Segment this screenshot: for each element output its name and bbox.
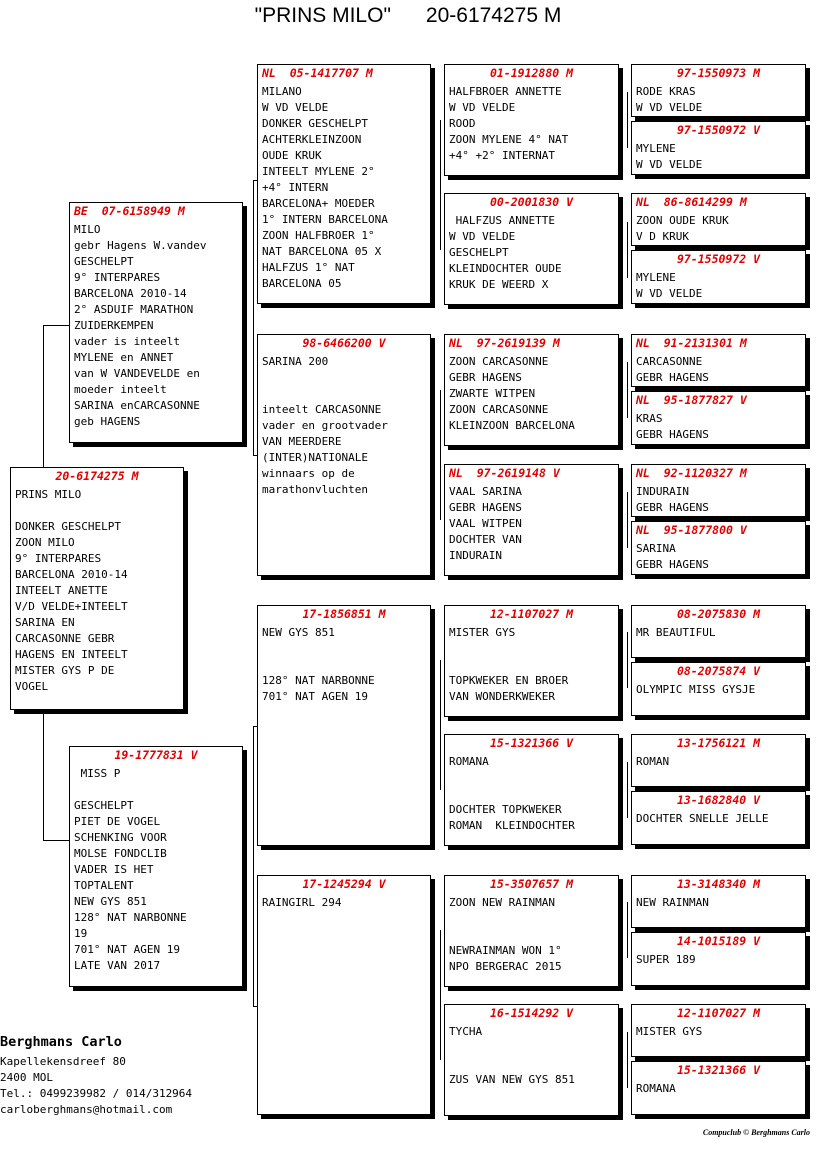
ring-number: 98-6466200 V — [302, 336, 386, 350]
connector-line — [440, 660, 441, 790]
pedigree-card-sire-sire[interactable] — [257, 64, 431, 304]
ring-number: 97-1550972 V — [676, 123, 761, 137]
card-text: NEW GYS 851 128° NAT NARBONNE 701° NAT AGEN 19 — [262, 626, 375, 703]
pedigree-card-g4[interactable] — [631, 875, 806, 928]
pedigree-card-g4[interactable] — [631, 1004, 806, 1057]
pedigree-card-g4[interactable] — [631, 932, 806, 986]
ring-number: 16-1514292 V — [489, 1006, 574, 1020]
ring-number: 12-1107027 M — [489, 607, 574, 621]
connector-line — [627, 902, 628, 958]
page-title: "PRINS MILO" 20-6174275 M — [254, 4, 562, 27]
footer-credit: Compuclub © Berghmans Carlo — [702, 1128, 810, 1137]
pedigree-card-g4[interactable] — [631, 64, 806, 117]
connector-line — [43, 325, 71, 326]
card-text: HALFBROER ANNETTE W VD VELDE ROOD ZOON MYLENE 4° NAT +4° +2° INTERNAT — [449, 85, 569, 162]
pedigree-card-dam[interactable] — [69, 746, 243, 987]
connector-line — [627, 762, 628, 818]
card-text: ROMANA DOCHTER TOPKWEKER ROMAN KLEINDOCHTER — [449, 755, 575, 832]
pedigree-card-g4[interactable] — [631, 250, 806, 304]
card-text: RODE KRAS W VD VELDE — [636, 85, 703, 114]
card-text: DOCHTER SNELLE JELLE — [636, 812, 769, 825]
card-text: ZOON CARCASONNE GEBR HAGENS ZWARTE WITPEN ZOON CARCASONNE KLEINZOON BARCELONA — [449, 355, 575, 432]
pedigree-card-g3[interactable] — [444, 875, 619, 987]
ring-number: NL 95-1877800 V — [636, 523, 747, 537]
connector-line — [440, 930, 441, 1060]
connector-line — [627, 1032, 628, 1088]
card-text: PRINS MILO DONKER GESCHELPT ZOON MILO 9° INTERPARES BARCELONA 2010-14 INTEELT ANETTE V/D VELDE+INTEELT SARINA EN CARCASONNE GEBR HAGENS EN INTEELT MISTER GYS P DE VOGEL — [15, 488, 128, 693]
connector-line — [627, 362, 628, 418]
connector-line — [440, 120, 441, 250]
ring-number: 08-2075830 M — [676, 607, 761, 621]
connector-line — [627, 92, 628, 148]
owner-city: 2400 MOL — [0, 1071, 53, 1084]
card-text: VAAL SARINA GEBR HAGENS VAAL WITPEN DOCHTER VAN INDURAIN — [449, 485, 522, 562]
connector-line — [253, 180, 254, 455]
owner-address: Kapellekensdreef 80 — [0, 1055, 126, 1068]
pedigree-card-dam-dam[interactable] — [257, 875, 431, 1115]
card-text: HALFZUS ANNETTE W VD VELDE GESCHELPT KLEINDOCHTER OUDE KRUK DE WEERD X — [449, 214, 562, 291]
card-text: SARINA 200 inteelt CARCASONNE vader en grootvader VAN MEERDERE (INTER)NATIONALE winnaars op de marathonvluchten — [262, 355, 388, 496]
card-text: MISS P GESCHELPT PIET DE VOGEL SCHENKING VOOR MOLSE FONDCLIB VADER IS HET TOPTALENT NEW GYS 851 128° NAT NARBONNE 19 701° NAT AGEN 19 LATE VAN 2017 — [74, 767, 187, 972]
card-text: MISTER GYS — [636, 1025, 703, 1038]
card-text: SARINA GEBR HAGENS — [636, 542, 709, 571]
owner-phone: Tel.: 0499239982 / 014/312964 — [0, 1087, 193, 1100]
card-text: MYLENE W VD VELDE — [636, 142, 703, 171]
pedigree-card-g4[interactable] — [631, 121, 806, 175]
connector-line — [43, 840, 71, 841]
owner-email[interactable]: carloberghmans@hotmail.com — [0, 1103, 173, 1116]
connector-line — [440, 390, 441, 520]
pedigree-card-g4[interactable] — [631, 464, 806, 517]
ring-number: 15-1321366 V — [489, 736, 574, 750]
connector-line — [627, 632, 628, 688]
pedigree-card-sire-dam[interactable] — [257, 334, 431, 576]
ring-number: NL 97-2619148 V — [449, 466, 560, 480]
card-text: MR BEAUTIFUL — [636, 626, 716, 639]
pedigree-card-g4[interactable] — [631, 662, 806, 716]
card-text: ZOON NEW RAINMAN NEWRAINMAN WON 1° NPO BERGERAC 2015 — [449, 896, 562, 973]
ring-number: 13-1682840 V — [676, 793, 761, 807]
ring-number: 00-2001830 V — [489, 195, 574, 209]
pedigree-card-g4[interactable] — [631, 391, 806, 445]
pedigree-card-sire[interactable] — [69, 202, 243, 443]
card-text: INDURAIN GEBR HAGENS — [636, 485, 709, 514]
pedigree-card-g4[interactable] — [631, 193, 806, 246]
connector-line — [627, 492, 628, 548]
pedigree-card-g4[interactable] — [631, 1061, 806, 1115]
ring-number: NL 91-2131301 M — [636, 336, 747, 350]
connector-line — [627, 222, 628, 278]
owner-name: Berghmans Carlo — [0, 1034, 122, 1050]
card-text: RAINGIRL 294 — [262, 896, 342, 909]
pedigree-card-subject[interactable] — [10, 467, 184, 710]
card-text: MISTER GYS TOPKWEKER EN BROER VAN WONDERKWEKER — [449, 626, 569, 703]
card-text: NEW RAINMAN — [636, 896, 709, 909]
ring-number: NL 95-1877827 V — [636, 393, 747, 407]
pedigree-card-g3[interactable] — [444, 334, 619, 446]
ring-number: 01-1912880 M — [489, 66, 574, 80]
card-text: ROMAN — [636, 755, 670, 768]
card-text: OLYMPIC MISS GYSJE — [636, 683, 756, 696]
pedigree-card-g3[interactable] — [444, 1004, 619, 1116]
pedigree-card-g4[interactable] — [631, 334, 806, 387]
ring-number: 08-2075874 V — [676, 664, 761, 678]
connector-line — [43, 710, 44, 840]
pedigree-card-g3[interactable] — [444, 734, 619, 846]
ring-number: 20-6174275 M — [55, 469, 139, 483]
ring-number: 97-1550973 M — [676, 66, 761, 80]
pedigree-card-g4[interactable] — [631, 791, 806, 845]
ring-number: 13-3148340 M — [676, 877, 761, 891]
ring-number: NL 97-2619139 M — [449, 336, 560, 350]
connector-line — [253, 726, 254, 1006]
pedigree-card-g4[interactable] — [631, 521, 806, 575]
pedigree-card-dam-sire[interactable] — [257, 605, 431, 846]
card-text: KRAS GEBR HAGENS — [636, 412, 709, 441]
card-text: TYCHA ZUS VAN NEW GYS 851 — [449, 1025, 575, 1086]
card-text: ROMANA — [636, 1082, 676, 1095]
pedigree-card-g3[interactable] — [444, 64, 619, 176]
ring-number: 17-1245294 V — [302, 877, 386, 891]
ring-number: 12-1107027 M — [676, 1006, 761, 1020]
pedigree-card-g3[interactable] — [444, 464, 619, 576]
card-text: MYLENE W VD VELDE — [636, 271, 703, 300]
ring-number: 15-3507657 M — [489, 877, 574, 891]
owner-info — [0, 1034, 192, 1118]
ring-number: 17-1856851 M — [302, 607, 386, 621]
ring-number: 15-1321366 V — [676, 1063, 761, 1077]
ring-number: NL 05-1417707 M — [262, 66, 373, 80]
card-text: MILO gebr Hagens W.vandev GESCHELPT 9° INTERPARES BARCELONA 2010-14 2° ASDUIF MARATHON ZUIDERKEMPEN vader is inteelt MYLENE en ANNET van W VANDEVELDE en moeder inteelt SARINA enCARCASONNE geb HAGENS — [74, 223, 207, 428]
pedigree-card-g4[interactable] — [631, 605, 806, 658]
ring-number: 19-1777831 V — [114, 748, 198, 762]
ring-number: NL 86-8614299 M — [636, 195, 747, 209]
pedigree-card-g3[interactable] — [444, 605, 619, 717]
ring-number: BE 07-6158949 M — [74, 204, 185, 218]
connector-line — [43, 325, 44, 469]
card-text: MILANO W VD VELDE DONKER GESCHELPT ACHTERKLEINZOON OUDE KRUK INTEELT MYLENE 2° +4° INTERN BARCELONA+ MOEDER 1° INTERN BARCELONA ZOON HALFBROER 1° NAT BARCELONA 05 X HALFZUS 1° NAT BARCELONA 05 — [262, 85, 388, 290]
card-text: ZOON OUDE KRUK V D KRUK — [636, 214, 729, 243]
ring-number: 14-1015189 V — [676, 934, 761, 948]
pedigree-card-g4[interactable] — [631, 734, 806, 787]
card-text: SUPER 189 — [636, 953, 696, 966]
pedigree-card-g3[interactable] — [444, 193, 619, 305]
ring-number: 97-1550972 V — [676, 252, 761, 266]
card-text: CARCASONNE GEBR HAGENS — [636, 355, 709, 384]
ring-number: NL 92-1120327 M — [636, 466, 747, 480]
ring-number: 13-1756121 M — [676, 736, 761, 750]
